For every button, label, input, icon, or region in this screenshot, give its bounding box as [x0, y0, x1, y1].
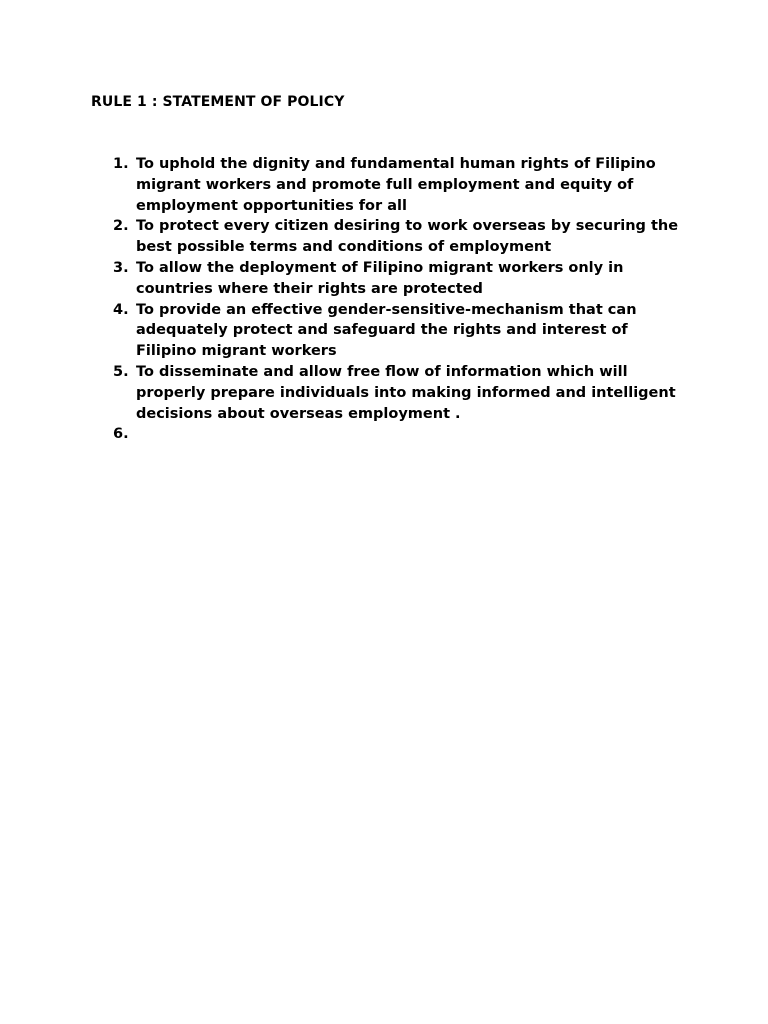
- policy-item-number: 5.: [113, 363, 129, 380]
- policy-item-text: To protect every citizen desiring to work overseas by securing the best possible terms and conditions of employment: [136, 218, 679, 256]
- policy-item-2: [0, 216, 692, 258]
- policy-item-text: To disseminate and allow free flow of information which will properly prepare individuals into making informed and intelligent decisions about overseas employment .: [136, 363, 676, 422]
- policy-item-number: 1.: [113, 156, 129, 172]
- policy-item-1: [0, 154, 692, 216]
- policy-item-text: To provide an effective gender-sensitive-mechanism that can adequately protect and safeguard the rights and interest of Filipino migrant workers: [136, 301, 637, 360]
- policy-list: [0, 154, 768, 445]
- rule-heading: RULE 1 : STATEMENT OF POLICY: [91, 94, 345, 110]
- policy-item-5: [0, 362, 692, 424]
- policy-item-number: 4.: [113, 301, 129, 318]
- policy-item-number: 2.: [113, 218, 129, 235]
- policy-item-text: To uphold the dignity and fundamental human rights of Filipino migrant workers and promote full employment and equity of employment opportunities for all: [136, 156, 656, 214]
- policy-item-4: [0, 300, 692, 362]
- policy-item-text: [136, 424, 692, 445]
- policy-item-number: 3.: [113, 259, 129, 276]
- policy-item-6: [0, 424, 692, 445]
- policy-item-number: 6.: [113, 426, 129, 443]
- policy-item-3: [0, 258, 692, 300]
- policy-item-text: To allow the deployment of Filipino migrant workers only in countries where their rights are protected: [136, 259, 624, 297]
